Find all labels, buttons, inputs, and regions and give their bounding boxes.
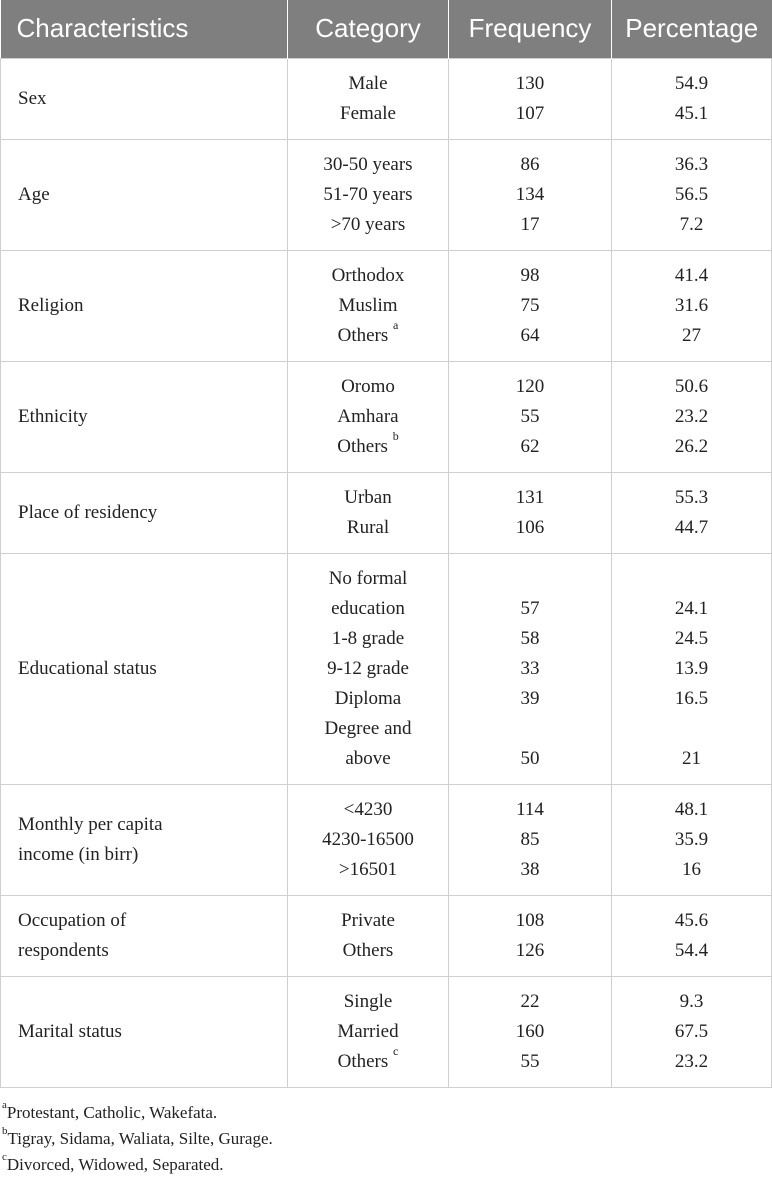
category-text: Male (348, 72, 388, 94)
category-label (288, 150, 448, 180)
percentage-value: 23.2 (674, 405, 709, 427)
frequency-value: 108 (515, 909, 545, 931)
percentage-value: 24.5 (674, 627, 709, 649)
percentage-value: 56.5 (674, 183, 709, 205)
category-text: Amhara (337, 405, 399, 427)
percentage-value: 35.9 (674, 828, 709, 850)
percentage-value: 7.2 (679, 213, 704, 235)
percentage-cell (612, 250, 772, 361)
frequency-value: 75 (520, 294, 540, 316)
frequency-value: 39 (520, 687, 540, 709)
table-header-row (1, 0, 772, 58)
characteristic-cell (1, 553, 288, 784)
frequency-value: 57 (520, 597, 540, 619)
table-row (1, 895, 772, 976)
category-label (288, 1044, 448, 1077)
category-text: education (331, 597, 405, 619)
footnote-mark: b (2, 1124, 8, 1137)
frequency-value: 33 (520, 657, 540, 679)
frequency-cell (449, 784, 612, 895)
header-category: Category (288, 0, 449, 58)
footnote-item (2, 1152, 772, 1178)
percentage-cell (612, 361, 772, 472)
percentage-value: 54.9 (674, 72, 709, 94)
percentage-value: 45.6 (674, 909, 709, 931)
frequency-value: 126 (515, 939, 545, 961)
category-label (288, 795, 448, 825)
frequency-cell (449, 250, 612, 361)
category-text: Degree and (324, 717, 412, 739)
category-label (288, 594, 448, 624)
percentage-cell (612, 784, 772, 895)
frequency-value: 50 (520, 747, 540, 769)
category-text: 1-8 grade (331, 627, 405, 649)
table-row (1, 139, 772, 250)
category-label (288, 372, 448, 402)
category-label (288, 291, 448, 321)
frequency-value: 55 (520, 1050, 540, 1072)
category-text: Others (342, 939, 394, 961)
characteristic-cell (1, 361, 288, 472)
category-label (288, 210, 448, 240)
percentage-cell (612, 553, 772, 784)
percentage-value (612, 714, 771, 744)
category-text: Diploma (334, 687, 402, 709)
percentage-value: 54.4 (674, 939, 709, 961)
footnotes (0, 1100, 772, 1178)
category-text: above (345, 747, 391, 769)
percentage-value: 23.2 (674, 1050, 709, 1072)
percentage-value: 67.5 (674, 1020, 709, 1042)
category-text: No formal (328, 567, 408, 589)
characteristic-cell (1, 58, 288, 139)
percentage-value: 13.9 (674, 657, 709, 679)
characteristic-label: Monthly per capita (18, 813, 163, 835)
header-frequency: Frequency (449, 0, 612, 58)
table-row (1, 784, 772, 895)
characteristic-label: Religion (18, 294, 84, 316)
category-text: Orthodox (331, 264, 405, 286)
characteristic-cell (1, 895, 288, 976)
category-cell (288, 784, 449, 895)
category-cell (288, 976, 449, 1087)
characteristic-cell (1, 976, 288, 1087)
percentage-value: 16.5 (674, 687, 709, 709)
table-body (1, 58, 772, 1087)
frequency-value: 98 (520, 264, 540, 286)
frequency-cell (449, 472, 612, 553)
frequency-value: 86 (520, 153, 540, 175)
category-label (288, 429, 448, 462)
percentage-cell (612, 139, 772, 250)
category-label (288, 261, 448, 291)
characteristic-cell (1, 139, 288, 250)
category-label (288, 714, 448, 744)
percentage-value: 36.3 (674, 153, 709, 175)
percentage-cell (612, 895, 772, 976)
footnote-marker: b (392, 429, 399, 444)
frequency-cell (449, 58, 612, 139)
frequency-value: 120 (515, 375, 545, 397)
footnote-item (2, 1126, 772, 1152)
characteristic-cell (1, 472, 288, 553)
category-label (288, 987, 448, 1017)
footnote-mark: a (2, 1098, 7, 1111)
category-label (288, 483, 448, 513)
characteristic-label: Sex (18, 87, 47, 109)
category-text: Others (337, 324, 389, 346)
category-label (288, 624, 448, 654)
frequency-value: 114 (516, 798, 544, 820)
category-label (288, 180, 448, 210)
frequency-cell (449, 976, 612, 1087)
category-label (288, 513, 448, 543)
category-label (288, 684, 448, 714)
category-text: <4230 (343, 798, 393, 820)
category-cell (288, 139, 449, 250)
percentage-value (612, 564, 771, 594)
frequency-cell (449, 895, 612, 976)
category-text: Others (337, 435, 388, 457)
category-label (288, 936, 448, 966)
characteristic-label: Place of residency (18, 501, 158, 523)
percentage-value: 50.6 (674, 375, 709, 397)
percentage-value: 27 (682, 324, 701, 346)
frequency-value: 107 (515, 102, 545, 124)
frequency-value: 106 (515, 516, 545, 538)
footnote-mark: c (2, 1150, 7, 1163)
characteristic-cell (1, 784, 288, 895)
frequency-value: 62 (520, 435, 540, 457)
characteristic-label: Age (18, 183, 50, 205)
percentage-value: 16 (682, 858, 701, 880)
frequency-value: 130 (515, 72, 545, 94)
percentage-value: 48.1 (674, 798, 709, 820)
header-percentage: Percentage (625, 13, 759, 44)
characteristic-label: Occupation of (18, 909, 127, 931)
category-label (288, 1017, 448, 1047)
footnote-item (2, 1100, 772, 1126)
frequency-value: 58 (520, 627, 540, 649)
category-text: Married (337, 1020, 399, 1042)
characteristic-label: income (in birr) (18, 843, 139, 865)
category-cell (288, 58, 449, 139)
table-row (1, 58, 772, 139)
category-label (288, 564, 448, 594)
header-characteristics: Characteristics (1, 0, 288, 58)
category-text: >16501 (338, 858, 398, 880)
category-label (288, 744, 448, 774)
table-row (1, 976, 772, 1087)
category-cell (288, 361, 449, 472)
category-text: Muslim (338, 294, 398, 316)
characteristic-label: Ethnicity (18, 405, 88, 427)
frequency-value: 22 (520, 990, 540, 1012)
category-cell (288, 895, 449, 976)
category-text: Oromo (341, 375, 395, 397)
frequency-value: 55 (520, 405, 540, 427)
category-label (288, 906, 448, 936)
percentage-value: 44.7 (674, 516, 709, 538)
footnote-text: Protestant, Catholic, Wakefata. (6, 1102, 218, 1122)
percentage-value: 31.6 (674, 294, 709, 316)
percentage-value: 21 (682, 747, 701, 769)
category-text: Private (341, 909, 395, 931)
category-label (288, 318, 448, 351)
category-cell (288, 553, 449, 784)
percentage-cell (612, 976, 772, 1087)
frequency-value: 64 (520, 324, 540, 346)
percentage-value: 9.3 (679, 990, 704, 1012)
category-text: Female (340, 102, 396, 124)
frequency-value: 38 (520, 858, 540, 880)
category-text: Rural (346, 516, 390, 538)
category-cell (288, 472, 449, 553)
percentage-value: 55.3 (674, 486, 709, 508)
table-row (1, 250, 772, 361)
category-label (288, 69, 448, 99)
frequency-value (449, 714, 611, 744)
characteristic-label: Marital status (18, 1020, 122, 1042)
category-label (288, 402, 448, 432)
category-label (288, 654, 448, 684)
frequency-cell (449, 361, 612, 472)
category-text: Single (343, 990, 393, 1012)
frequency-value: 17 (520, 213, 540, 235)
footnote-marker: a (393, 318, 399, 333)
category-text: 30-50 years (323, 153, 413, 175)
category-text: 9-12 grade (327, 657, 409, 679)
percentage-value: 45.1 (674, 102, 709, 124)
frequency-value: 85 (520, 828, 540, 850)
characteristic-label: respondents (18, 939, 109, 961)
frequency-value: 134 (515, 183, 545, 205)
category-text: >70 years (330, 213, 406, 235)
footnote-text: Divorced, Widowed, Separated. (6, 1154, 224, 1174)
percentage-value: 26.2 (674, 435, 709, 457)
category-text: Urban (344, 486, 392, 508)
characteristic-label: Educational status (18, 657, 157, 679)
frequency-cell (449, 553, 612, 784)
category-label (288, 855, 448, 885)
footnote-marker: c (393, 1044, 399, 1059)
table-row (1, 472, 772, 553)
category-text: 51-70 years (323, 183, 413, 205)
category-text: Others (337, 1050, 389, 1072)
percentage-value: 24.1 (674, 597, 709, 619)
category-label (288, 99, 448, 129)
frequency-value (449, 564, 611, 594)
frequency-value: 160 (515, 1020, 545, 1042)
percentage-value: 41.4 (674, 264, 709, 286)
footnote-text: Tigray, Sidama, Waliata, Silte, Gurage. (7, 1128, 273, 1148)
characteristic-cell (1, 250, 288, 361)
category-text: 4230-16500 (322, 828, 414, 850)
percentage-cell (612, 58, 772, 139)
table-row (1, 553, 772, 784)
percentage-cell (612, 472, 772, 553)
table-row (1, 361, 772, 472)
category-label (288, 825, 448, 855)
category-cell (288, 250, 449, 361)
frequency-value: 131 (515, 486, 545, 508)
frequency-cell (449, 139, 612, 250)
